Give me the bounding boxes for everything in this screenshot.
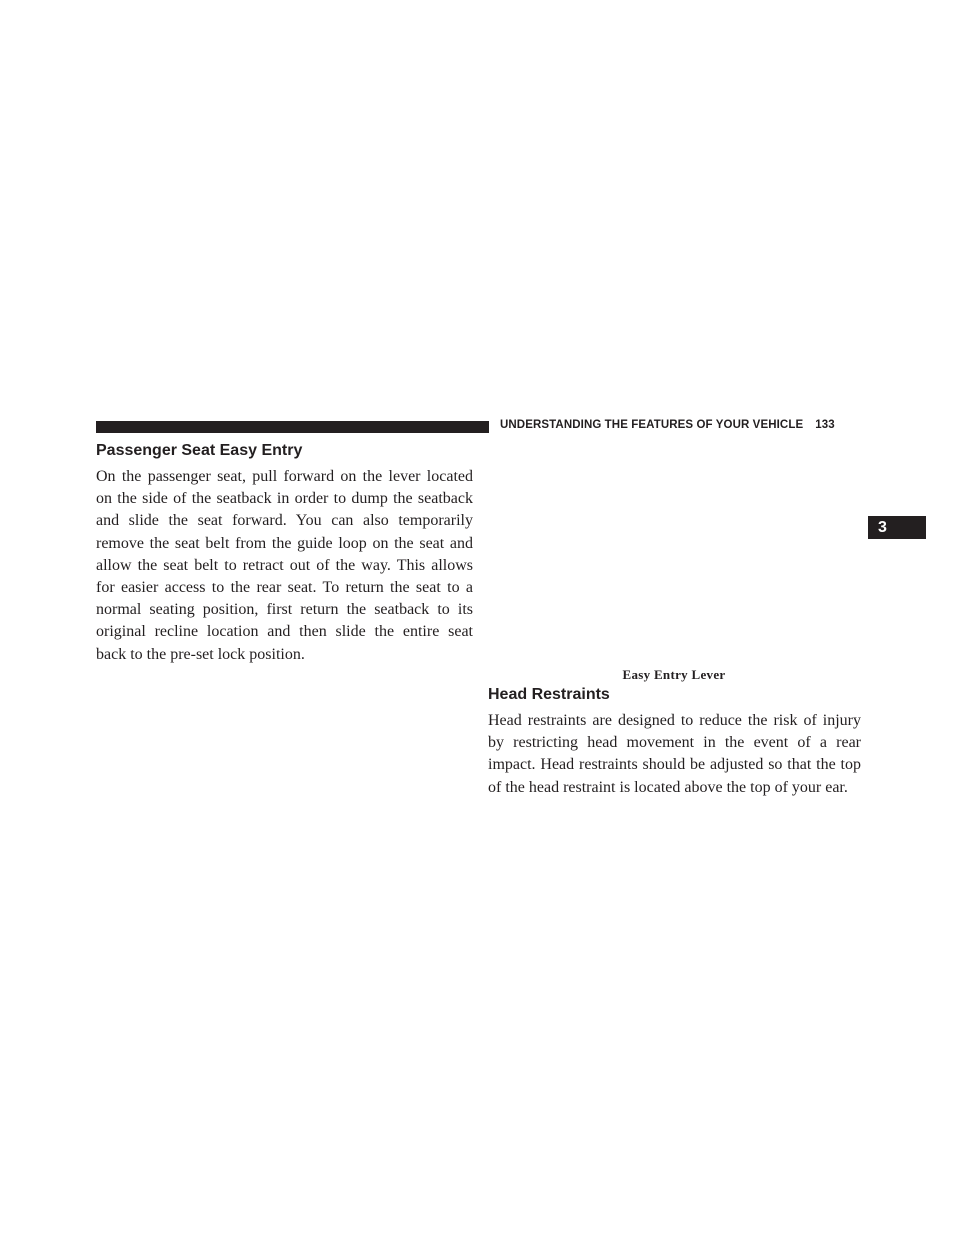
body-line: by restricting head movement in the event of a rear — [488, 734, 861, 752]
running-head — [500, 419, 835, 431]
body-line: On the passenger seat, pull forward on the lever located — [96, 468, 473, 485]
section-title-head-restraints: Head Restraints — [488, 686, 610, 703]
figure-easy-entry-lever — [488, 445, 860, 660]
running-head-title: UNDERSTANDING THE FEATURES OF YOUR VEHICLE — [500, 419, 804, 431]
body-line: on the side of the seatback in order to dump the seatback — [96, 490, 473, 508]
header-bar — [96, 421, 489, 433]
body-line: for easier access to the rear seat. To return the seat to a — [96, 579, 473, 597]
body-line: and slide the seat forward. You can also temporarily — [96, 512, 473, 530]
body-line: normal seating position, first return the seatback to its — [96, 601, 473, 619]
section-title-passenger-seat-easy-entry: Passenger Seat Easy Entry — [96, 442, 303, 459]
body-line: back to the pre-set lock position. — [96, 645, 305, 663]
section-body-head-restraints — [488, 710, 861, 799]
page-number: 133 — [815, 419, 835, 431]
body-line: impact. Head restraints should be adjusted so that the top — [488, 756, 861, 774]
body-line: remove the seat belt from the guide loop on the seat and — [96, 534, 473, 552]
section-body-passenger-seat-easy-entry — [96, 466, 473, 666]
body-line: Head restraints are designed to reduce the risk of injury — [488, 712, 861, 729]
figure-caption: Easy Entry Lever — [622, 667, 726, 682]
body-line: allow the seat belt to retract out of the way. This allows — [96, 556, 473, 574]
body-line: of the head restraint is located above the top of your ear. — [488, 778, 848, 796]
body-line: original recline location and then slide the entire seat — [96, 623, 473, 641]
chapter-tab: 3 — [868, 516, 926, 539]
